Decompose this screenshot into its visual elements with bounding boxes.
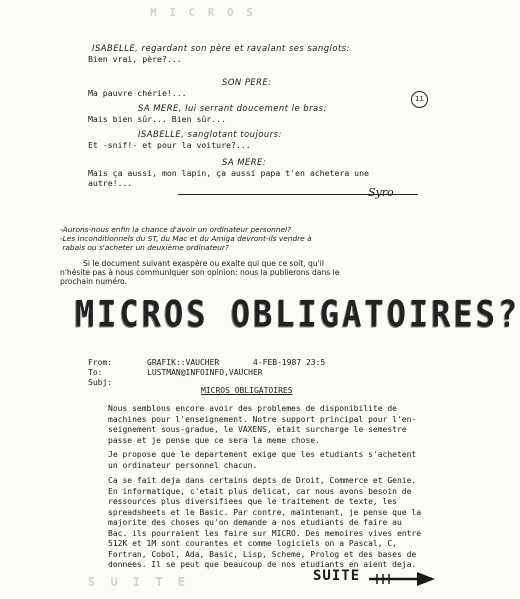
memo-body-line: Fortran, Cobol, Ada, Basic, Lisp, Scheme, Prolog et des bases de — [108, 549, 417, 559]
dialogue-speaker-2: SON PERE: — [222, 77, 272, 87]
memo-to-label: To: — [88, 368, 103, 377]
memo-to-value: LUSTMAN@INFOINFO,VAUCHER — [147, 368, 263, 377]
suite-label: SUITE — [313, 568, 361, 584]
dialogue-speaker-3: SA MERE, lui serrant doucement le bras: — [138, 103, 327, 113]
memo-body-line: machines pour l'enseignement. Notre support principal pour l'en- — [108, 414, 417, 424]
memo-subject: MICROS OBLIGATOIRES — [201, 386, 293, 395]
bleed-through-text-bottom: S U I T E — [88, 575, 190, 589]
memo-body-line: spreadsheets et le Basic. Par contre, maintenant, je pense que la — [108, 507, 422, 517]
memo-body-line: En informatique, c'etait plus delicat, car nous avons besoin de — [108, 486, 412, 496]
intro-question-2b: rabais ou s'acheter un deuxième ordinateur? — [60, 243, 229, 252]
dialogue-line-3: Mais bien sûr... Bien sûr... — [88, 114, 227, 124]
dialogue-speaker-1: ISABELLE, regardant son père et ravalant ses sanglots: — [92, 43, 350, 53]
dialogue-line-5b: autre!... — [88, 178, 133, 188]
dialogue-line-4: Et -snif!- et pour la voiture?... — [88, 140, 251, 150]
dialogue-line-2: Ma pauvre chérie!... — [88, 88, 187, 98]
intro-question-2a: -Les inconditionnels du ST, du Mac et du Amiga devront-ils vendre à — [60, 234, 312, 243]
memo-subj-label: Subj: — [88, 378, 113, 387]
memo-date: 4-FEB-1987 23:5 — [253, 358, 326, 367]
memo-body-line: Nous semblons encore avoir des problemes de disponibilite de — [108, 404, 397, 413]
dialogue-speaker-4: ISABELLE, sanglotant toujours: — [138, 129, 282, 139]
memo-body-line: donnees. Il se peut que beaucoup de nos etudiants en aient deja. — [108, 560, 417, 569]
memo-from-label: From: — [88, 358, 113, 367]
continue-arrow-icon — [367, 570, 437, 588]
dialogue-line-1: Bien vrai, père?... — [88, 54, 182, 64]
memo-body-line: un ordinateur personnel chacun. — [108, 460, 258, 470]
memo-body-line: Ca se fait deja dans certains depts de Droit, Commerce et Genie. — [108, 476, 417, 485]
signature: Syro — [368, 186, 394, 199]
dialogue-line-5a: Mais ça aussi, mon lapin, ça aussi papa t'en achetera une — [88, 168, 369, 178]
memo-body-line: Je propose que le departement exige que les etudiants s'achetent — [108, 450, 417, 459]
dialogue-speaker-5: SA MERE: — [222, 157, 267, 167]
memo-from-value: GRAFIK::VAUCHER — [147, 358, 220, 367]
memo-body-line: majorite des choses qu'on demande a nos etudiants de faire au — [108, 518, 402, 527]
intro-question-1: -Aurons-nous enfin la chance d'avoir un ordinateur personnel? — [60, 225, 292, 234]
memo-body-line: ressources plus diversifiees que le traitement de texte, les — [108, 497, 397, 506]
headline: MICROS OBLIGATOIRES? — [75, 292, 520, 336]
memo-body-line: passe et je pense que ce sera la meme chose. — [108, 435, 320, 445]
intro-paragraph-1: Si le document suivant exaspère ou exalte qui que ce soit, qu'il — [83, 259, 324, 268]
memo-body-line: Bac. ils pourraient les faire sur MICRO. Des memoires vives entre — [108, 528, 422, 538]
intro-paragraph-2: n'hésite pas à nous communiquer son opinion: nous la publierons dans le — [60, 268, 340, 277]
page-number: 11 — [411, 91, 428, 108]
memo-body-line: 512K et 1M sont courantes et comme logiciels on a Pascal, C, — [108, 539, 397, 548]
intro-paragraph-3: prochain numéro. — [60, 277, 127, 286]
memo-body-line: seignement sous-gradue, le VAXENS, etait surcharge le semestre — [108, 425, 407, 434]
bleed-through-text: M I C R O S — [150, 6, 256, 19]
